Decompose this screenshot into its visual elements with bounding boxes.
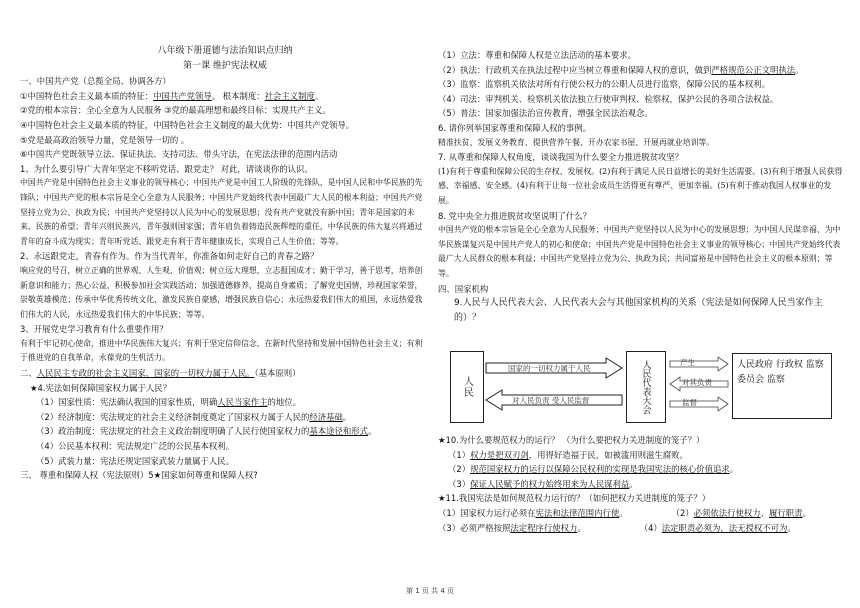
question-9: 9.人民与人民代表大会、人民代表大会与其他国家机构的关系（宪法是如何保障人民当家作主的）？	[454, 298, 823, 323]
item-10-3: （3）保证人民赋予的权力始终用来为人民谋利益。	[448, 478, 638, 489]
point-4: ④中国特色社会主义最本质的特征，中国特色社会主义制度的最大优势：中国共产党领导。	[20, 119, 355, 130]
question-1: 1、为什么要引导广大青年坚定不移听党话、跟党走？ 对此，请谈谈你的认识。	[20, 163, 313, 174]
lesson-title: 第一课 维护宪法权威	[183, 60, 267, 71]
right-column	[438, 48, 846, 325]
item-5-1: （1）立法：尊重和保障人权是立法活动的基本要求。	[438, 50, 636, 60]
responsible-label: 对其负责	[682, 378, 712, 387]
organs-box	[732, 353, 832, 419]
item-4-1: （1）国家性质：宪法确认我国的国家性质，明确人民当家作主的地位。	[36, 397, 301, 408]
item-5-2: （2）执法：行政机关在执法过程中应当树立尊重和保障人权的意识，做到严格规范公正文明执法。	[438, 64, 804, 75]
point-1: ①中国特色社会主义最本质的特征：中国共产党领导。 根本制度：社会主义制度。	[20, 90, 324, 101]
item-4-3: （3）政治制度：宪法规定的社会主义政治制度明确了人民行使国家权力的基本途径和形式。	[36, 426, 377, 437]
section-2-heading: 二、人民民主专政的社会主义国家，国家的一切权力属于人民。（基本原则）	[20, 368, 301, 379]
point-6: ⑥中国共产党既领导立法、保证执法、支持司法、带头守法，在宪法法律的范围内活动	[20, 149, 338, 160]
answer-3: 有利于牢记初心使命，推进中华民族伟大复兴；有利于坚定信仰信念，在新时代坚持和发展中国特色社会主义；有利于推进党的自我革命，永葆党的生机活力。	[20, 338, 423, 363]
produce-label: 产生	[680, 358, 695, 367]
right-column-lower	[438, 433, 846, 535]
question-2: 2、永远跟党走，青春有作为。作为当代青年，你准备如何走好自己的青春之路？	[20, 251, 319, 262]
answer-8: 中国共产党的根本宗旨是全心全意为人民服务；中国共产党坚持以人民为中心的发展思想；为中国人民谋幸福、为中华民族谋复兴是中国共产党人的初心和使命；中国共产党是中国特色社会主义事业的领导核心；中国共产党始终代表最广大人民群众的根本利益；中国共产党坚持立党为公、执政为民；共同富裕是中国特色社会主义的根本原则；等等。	[438, 225, 841, 278]
arrow-produce	[670, 357, 728, 371]
item-5-4: （4）司法：审判机关、检察机关依法独立行使审判权、检察权，保护公民的各项合法权益。	[438, 93, 779, 104]
question-7: 7. 从尊重和保障人权角度，谈谈我国为什么要全力推进脱贫攻坚？	[438, 152, 684, 163]
section-3-heading: 三、 尊重和保障人权（宪法原则）5★国家如何尊重和保障人权?	[20, 470, 258, 481]
point-2: ②党的根本宗旨：全心全意为人民服务 ③党的最高理想和最终目标：实现共产主义。	[20, 105, 331, 116]
question-4: ★4.宪法如何保障国家权力属于人民？	[30, 382, 172, 393]
congress-label: 人民代表大会	[640, 360, 651, 414]
item-4-2: （2）经济制度：宪法规定的社会主义经济制度奠定了国家权力属于人民的经济基础。	[36, 411, 352, 422]
arrow-top-label: 国家的一切权力属于人民	[508, 364, 591, 373]
page-footer: 第 1 页 共 4 页	[405, 587, 455, 595]
answer-1: 中国共产党是中国特色社会主义事业的领导核心；中国共产党是中国工人阶级的先锋队，是中国人民和中华民族的先锋队；中国共产党的根本宗旨是全心全意为人民服务；中国共产党始终代表中国最广大人民的根本利益；中国共产党坚持立党为公、执政为民；中国共产党坚持以人民为中心的发展思想；没有共产党就没有新中国；青年是国家的未来、民族的希望；青年兴则民族兴，青年强则国家强；青年肩负着铸造民族辉煌的重任，中华民族的伟大复兴将通过青年的奋斗成为现实；青年听党话、跟党走有利于青年健康成长，实现自己人生价值；等等。	[20, 178, 423, 246]
left-column	[20, 44, 430, 483]
point-5: ⑤党是最高政治领导力量，党是领导一切的 。	[20, 134, 190, 145]
item-4-5: （5）武装力量：宪法还规定国家武装力量属于人民。	[36, 455, 234, 466]
organs-label: 人民政府 行政权 监察委员会 监察	[737, 360, 824, 385]
congress-box	[626, 351, 666, 423]
document-title: 八年级下册道德与法治知识点归纳	[157, 46, 293, 56]
item-4-4: （4）公民基本权利：宪法规定广泛的公民基本权利。	[36, 441, 234, 452]
item-11-1: （1）国家权力运行必须在宪法和法律范围内行使。 （2）必须依法行使权力、履行职责。	[438, 507, 811, 518]
item-10-2: （2）规范国家权力的运行以保障公民权利的实现是我国宪法的核心价值追求。	[448, 464, 739, 475]
answer-6: 精准扶贫、发展义务教育、提供营养午餐、开办农家书屋、开展再就业培训等。	[438, 137, 715, 147]
answer-2: 响应党的号召，树立正确的世界观、人生观、价值观；树立远大理想，立志报国成才；勤于学习，善于思考，培养创新意识和能力；热心公益，积极参加社会实践活动；加强道德修养，提高自身素质；了解党史国情，珍视国家荣誉，崇敬英雄模范；传承中华优秀传统文化，激发民族自豪感，增强民族自信心；永远热爱我们伟大的祖国，永远热爱我们伟大的人民，永远热爱我们伟大的中华民族；等等。	[20, 265, 423, 319]
question-3: 3、开展党史学习教育有什么重要作用？	[20, 324, 168, 335]
arrow-supervise	[670, 397, 728, 411]
arrow-bottom-label: 对人民负责 受人民监督	[512, 396, 590, 405]
item-5-3: （3）监察：监察机关依法对所有行使公权力的公职人员进行监察，保障公民的基本权利。	[438, 79, 770, 90]
question-6: 6. 请你列举国家尊重和保障人权的事例。	[438, 122, 592, 133]
supervise-label: 监督	[682, 398, 697, 407]
answer-7: (1)有利于尊重和保障公民的生存权、发展权。(2)有利于满足人民日益增长的美好生活需要。(3)有利于增强人民获得感、幸福感、安全感。(4)有利于让每一位社会成员生活得更有尊严、更加幸福。(5)有利于推动我国人权事业的发展。	[438, 166, 843, 205]
question-11: ★11.我国宪法是如何规范权力运行的？（如何把权力关进制度的笼子？）	[438, 493, 711, 504]
section-1-heading: 一、中国共产党（总揽全局、协调各方）	[20, 76, 171, 87]
question-8: 8. 党中央全力推进脱贫攻坚说明了什么？	[438, 210, 592, 221]
item-10-1: （1）权力是把双刃剑，用得好造福于民，如被滥用则滋生腐败。	[448, 449, 688, 460]
people-label: 人民	[461, 376, 473, 398]
item-11-2: （3）必须严格按照法定程序行使权力。 （4）法定职责必须为，法无授权不可为。	[438, 522, 796, 533]
question-10: ★10.为什么要规范权力的运行？ （为什么要把权力关进制度的笼子？）	[438, 435, 705, 445]
state-organs-diagram	[450, 351, 835, 425]
item-5-5: （5）普法：国家加强法治宣传教育，增强全民法治观念。	[438, 108, 653, 119]
section-4-heading: 四、国家机构	[438, 283, 489, 294]
